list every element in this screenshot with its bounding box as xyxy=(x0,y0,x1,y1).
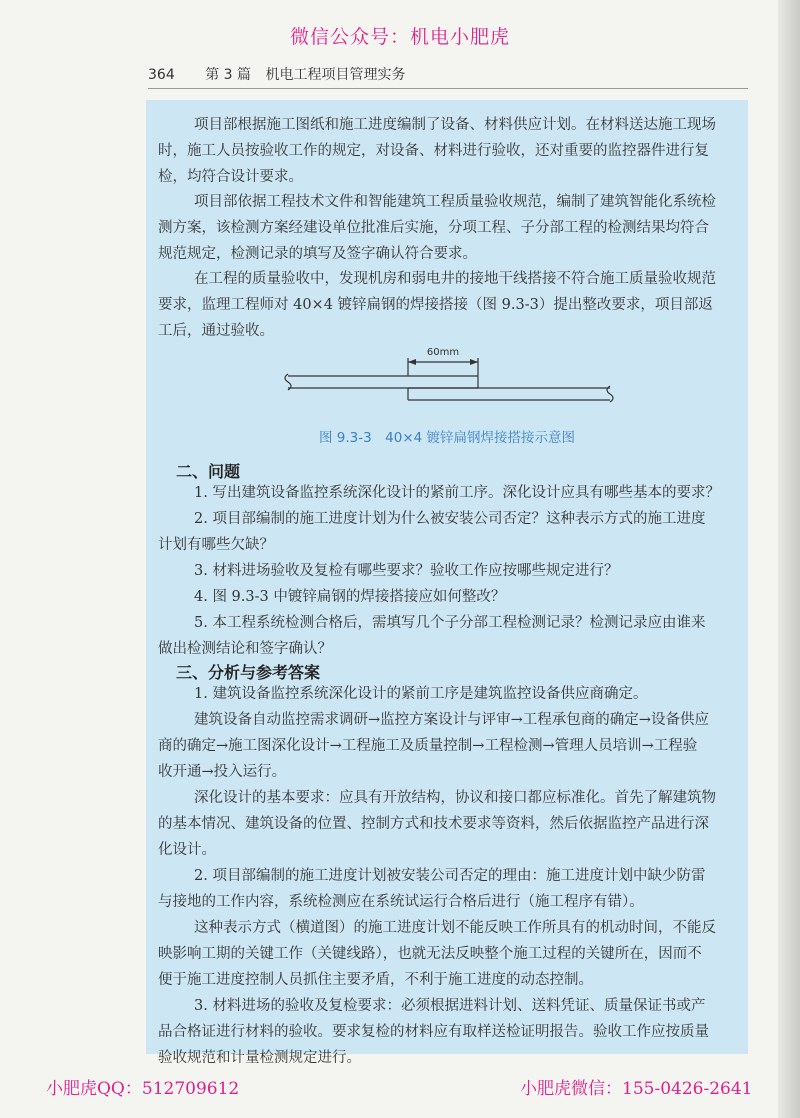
answer-line: 1. 建筑设备监控系统深化设计的紧前工序是建筑监控设备供应商确定。 xyxy=(194,686,648,702)
text-line: 做出检测结论和签字确认？ xyxy=(158,641,332,657)
weld-lap-diagram xyxy=(280,344,620,414)
answer-line: 3. 材料进场的验收及复检要求：必须根据进料计划、送料凭证、质量保证书或产 xyxy=(194,998,706,1014)
question-item: 5. 本工程系统检测合格后，需填写几个子分部工程检测记录？检测记录应由谁来 xyxy=(194,615,706,631)
part-label: 第 3 篇 xyxy=(205,67,251,83)
header-title: 机电工程项目管理实务 xyxy=(265,67,406,83)
text-line: 映影响工期的关键工作（关键线路），也就无法反映整个施工过程的关键所在，因而不 xyxy=(158,946,702,962)
answer-list xyxy=(158,681,731,1071)
header-rule xyxy=(148,88,748,89)
text-line: 测方案，该检测方案经建设单位批准后实施，分项工程、子分部工程的检测结果均符合 xyxy=(158,220,709,236)
question-item: 2. 项目部编制的施工进度计划为什么被安装公司否定？这种表示方式的施工进度 xyxy=(194,511,706,527)
text-line: 化设计。 xyxy=(158,842,216,858)
question-item: 1. 写出建筑设备监控系统深化设计的紧前工序。深化设计应具有哪些基本的要求？ xyxy=(194,485,720,501)
text-line: 的基本情况、建筑设备的位置、控制方式和技术要求等资料，然后依据监控产品进行深 xyxy=(158,816,709,832)
text-line: 验收规范和计量检测规定进行。 xyxy=(158,1050,361,1066)
questions-heading: 二、问题 xyxy=(176,462,241,481)
text-line: 项目部依据工程技术文件和智能建筑工程质量验收规范，编制了建筑智能化系统检 xyxy=(194,194,716,210)
dimension-arrow-right xyxy=(470,359,478,365)
page-edge-shadow xyxy=(778,0,800,1118)
watermark-bottom-left: 小肥虎QQ：512709612 xyxy=(46,1079,240,1099)
intro-paragraph-1 xyxy=(158,112,743,190)
text-line: 商的确定→施工图深化设计→工程施工及质量控制→工程检测→管理人员培训→工程验 xyxy=(158,738,698,754)
question-list xyxy=(158,480,731,662)
watermark-bottom-right: 小肥虎微信：155-0426-2641 xyxy=(520,1079,753,1099)
text-line: 工后，通过验收。 xyxy=(158,323,274,339)
text-line: 时，施工人员按验收工作的规定，对设备、材料进行验收，还对重要的监控器件进行复 xyxy=(158,143,709,159)
answer-line: 2. 项目部编制的施工进度计划被安装公司否定的理由：施工进度计划中缺少防雷 xyxy=(194,868,706,884)
text-line: 检，均符合设计要求。 xyxy=(158,169,303,185)
text-line: 在工程的质量验收中，发现机房和弱电井的接地干线搭接不符合施工质量验收规范 xyxy=(194,271,716,287)
text-line: 与接地的工作内容，系统检测应在系统试运行合格后进行（施工程序有错）。 xyxy=(158,894,644,910)
text-line: 收开通→投入运行。 xyxy=(158,764,287,780)
dimension-arrow-left xyxy=(408,359,416,365)
intro-paragraph-3 xyxy=(158,266,743,344)
intro-paragraph-2 xyxy=(158,189,743,267)
page-header xyxy=(148,64,405,84)
dimension-label: 60mm xyxy=(426,347,460,358)
text-line: 项目部根据施工图纸和施工进度编制了设备、材料供应计划。在材料送达施工现场 xyxy=(194,117,716,133)
question-item: 3. 材料进场验收及复检有哪些要求？验收工作应按哪些规定进行？ xyxy=(194,563,619,579)
page-number: 364 xyxy=(148,67,175,83)
answer-line: 这种表示方式（横道图）的施工进度计划不能反映工作所具有的机动时间，不能反 xyxy=(194,920,716,936)
watermark-top: 微信公众号：机电小肥虎 xyxy=(289,26,510,48)
text-line: 便于施工进度控制人员抓住主要矛盾，不利于施工进度的动态控制。 xyxy=(158,972,593,988)
text-line: 规范规定，检测记录的填写及签字确认符合要求。 xyxy=(158,246,477,262)
question-item: 4. 图 9.3-3 中镀锌扁钢的焊接搭接应如何整改？ xyxy=(194,589,506,605)
answer-line: 建筑设备自动监控需求调研→监控方案设计与评审→工程承包商的确定→设备供应 xyxy=(194,712,709,728)
text-line: 品合格证进行材料的验收。要求复检的材料应有取样送检证明报告。验收工作应按质量 xyxy=(158,1024,709,1040)
answers-heading: 三、分析与参考答案 xyxy=(176,663,321,682)
text-line: 要求，监理工程师对 40×4 镀锌扁钢的焊接搭接（图 9.3-3）提出整改要求，项目部返 xyxy=(158,297,713,313)
text-line: 计划有哪些欠缺？ xyxy=(158,537,274,553)
figure-caption: 图 9.3-3 40×4 镀锌扁钢焊接搭接示意图 xyxy=(318,430,576,446)
answer-line: 深化设计的基本要求：应具有开放结构，协议和接口都应标准化。首先了解建筑物 xyxy=(194,790,716,806)
